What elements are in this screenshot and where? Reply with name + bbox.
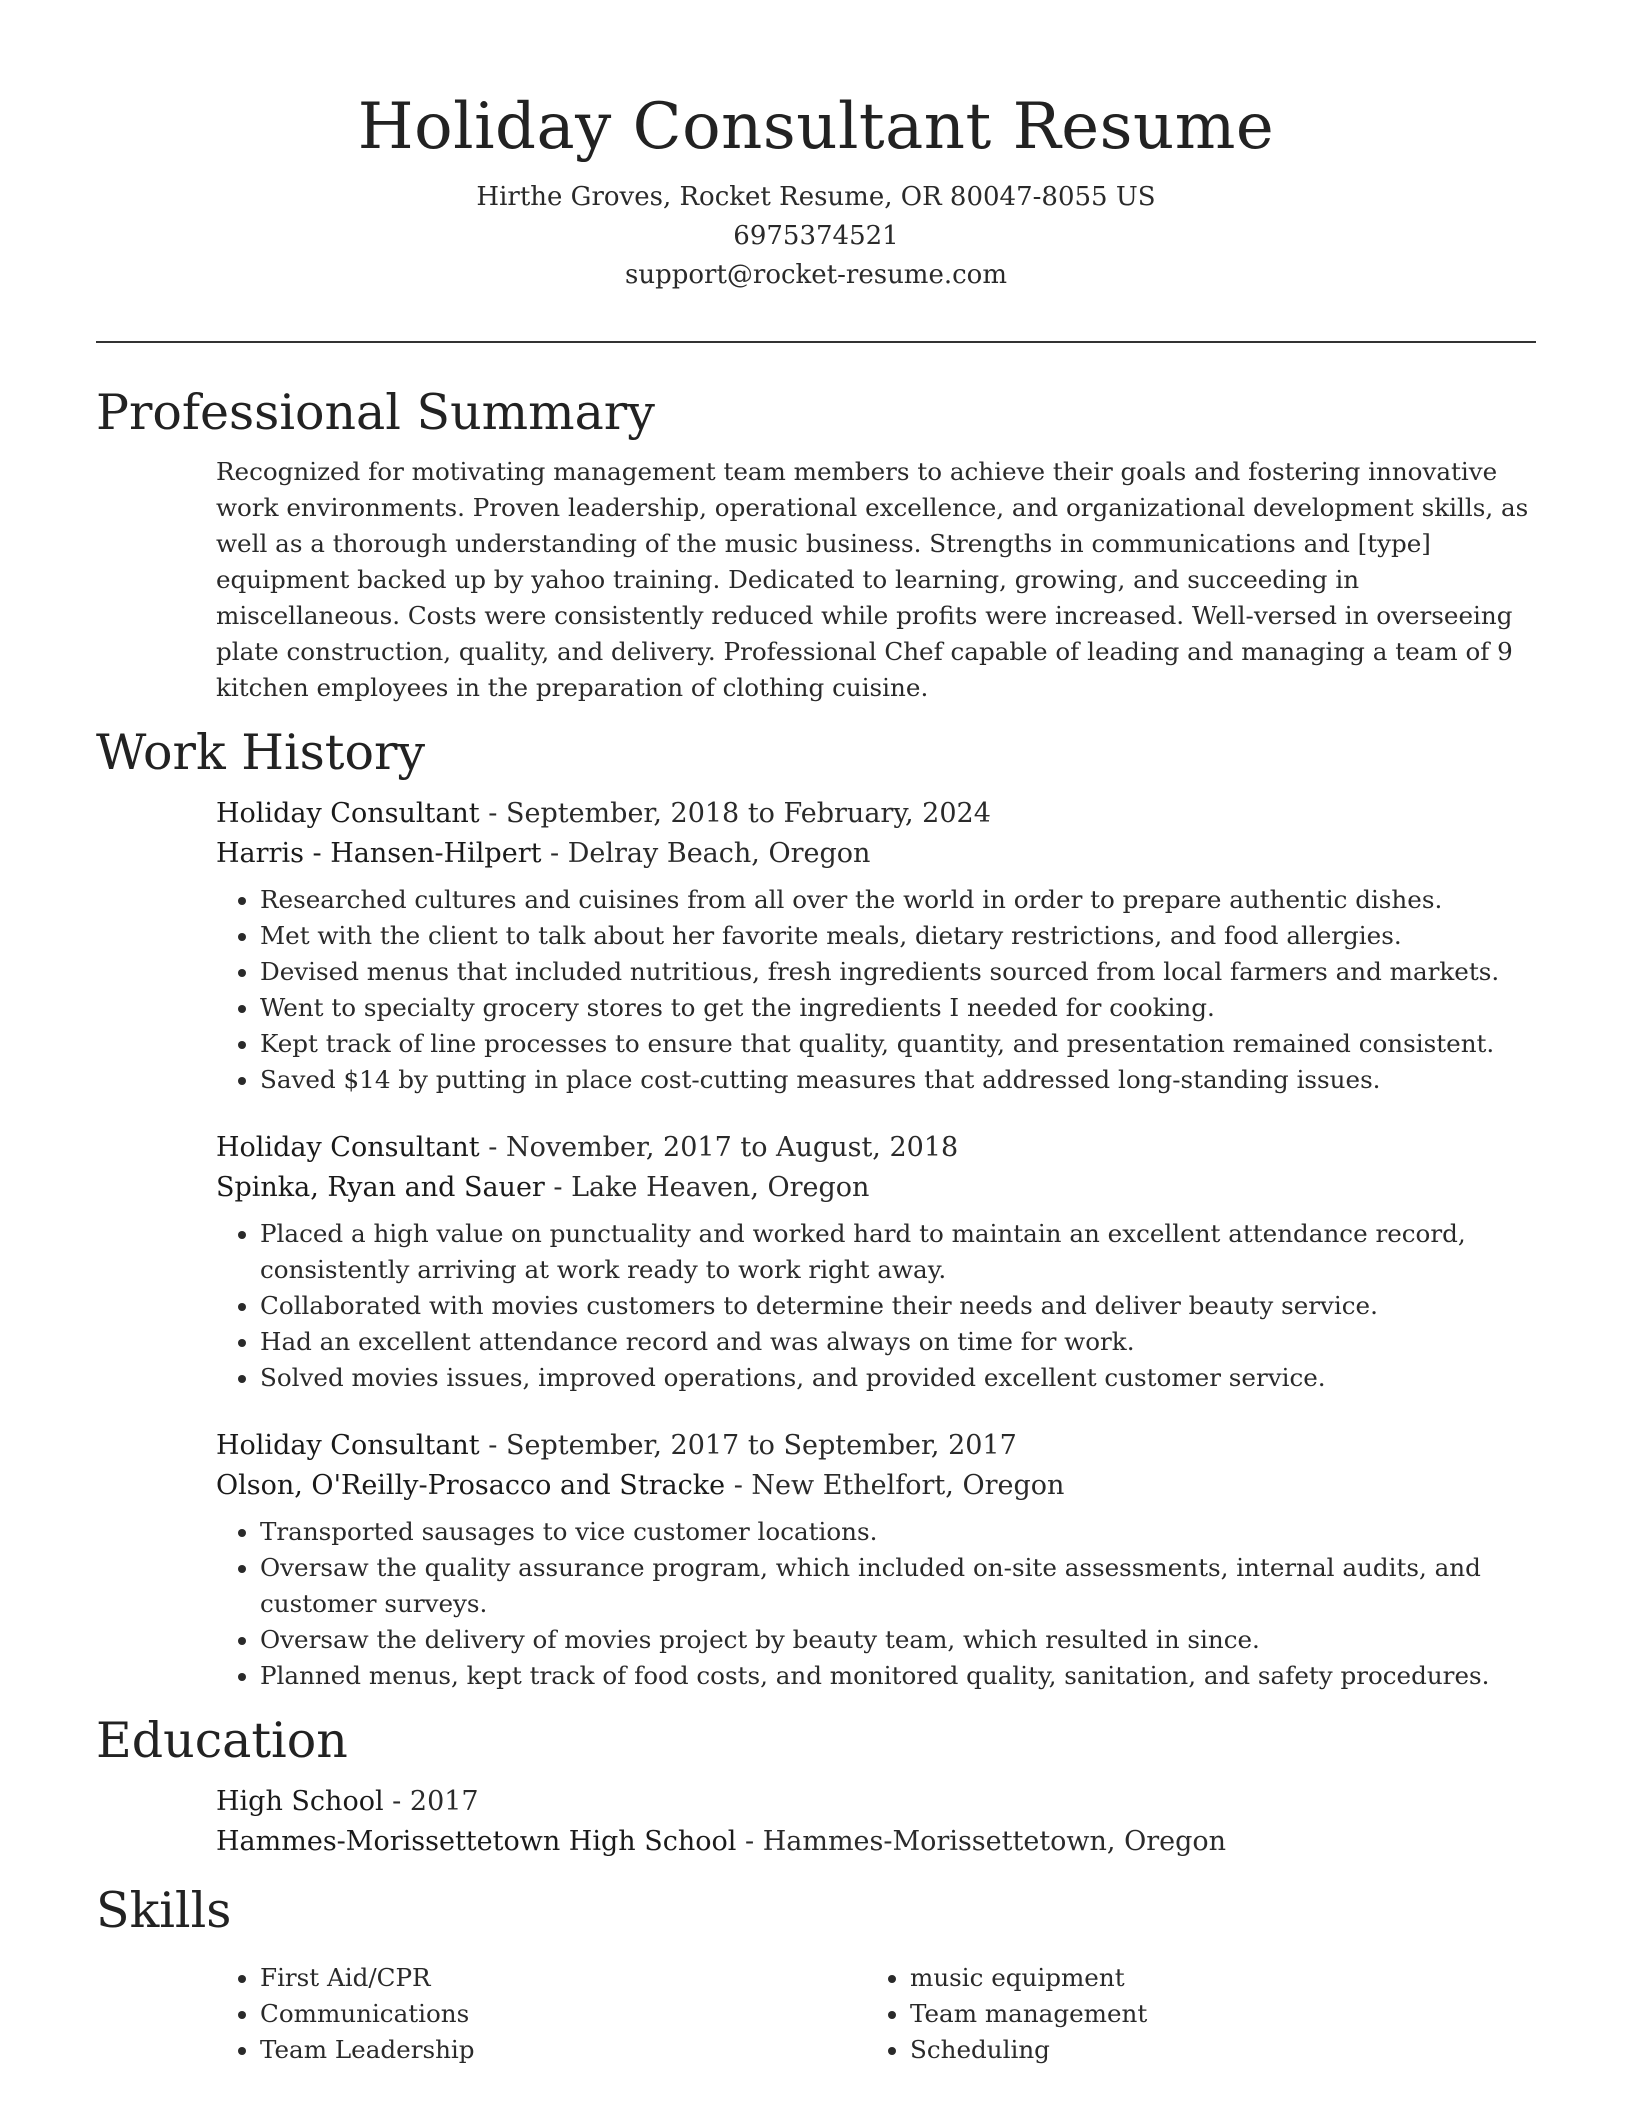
job-duty: • Researched cultures and cuisines from all over the world in order to prepare authentic dishes. [260,882,1536,918]
job-entry [216,794,1536,1098]
separator: - [479,798,506,829]
job-duty: • Oversaw the delivery of movies project by beauty team, which resulted in since. [260,1622,1536,1658]
job-title: Holiday Consultant [216,1132,480,1163]
job-duty: • Had an excellent attendance record and was always on time for work. [260,1324,1536,1360]
job-duty: • Transported sausages to vice customer locations. [260,1514,1536,1550]
job-duty: • Saved $14 by putting in place cost-cutting measures that addressed long-standing issues. [260,1062,1536,1098]
skill-item: • music equipment [910,1960,1516,1996]
separator: - [544,1172,572,1203]
job-company-line [216,1168,1536,1208]
contact-info [0,178,1632,295]
work-history-heading: Work History [96,724,426,781]
job-company-line [216,1466,1536,1506]
job-duty: • Placed a high value on punctuality and worked hard to maintain an excellent attendance record, consistently arriving at work ready to work right away. [260,1216,1536,1288]
job-duty: • Oversaw the quality assurance program, which included on-site assessments, internal audits, and customer surveys. [260,1550,1536,1622]
job-location: New Ethelfort, Oregon [751,1470,1065,1501]
education-section [96,1700,1536,1862]
skills-list [866,1960,1516,2068]
skill-item: • Team management [910,1996,1516,2032]
job-location: Lake Heaven, Oregon [571,1172,870,1203]
skills-body [216,1952,1536,2068]
education-degree: High School [216,1786,384,1817]
job-title-line [216,1128,1536,1168]
job-location: Delray Beach, Oregon [567,838,871,869]
job-title: Holiday Consultant [216,1430,480,1461]
job-duty: • Collaborated with movies customers to determine their needs and deliver beauty service. [260,1288,1536,1324]
separator: - [479,1132,506,1163]
job-entry [216,1128,1536,1396]
skills-grid [216,1952,1536,2068]
work-history-body [216,794,1536,1694]
skills-heading: Skills [96,1882,232,1939]
skills-column-left [216,1952,866,2068]
separator: - [479,1430,506,1461]
job-dates: September, 2018 to February, 2024 [505,798,991,829]
summary-text: Recognized for motivating management team members to achieve their goals and fostering innovative work environments. Proven leadership, operational excellence, and organizational development skills, as well as a thorough understanding of the music business. Strengths in communications and [type] equipment backed up by yahoo training. Dedicated to learning, growing, and succeeding in miscellaneous. Costs were consistently reduced while profits were increased. Well-versed in overseeing plate construction, quality, and delivery. Professional Chef capable of leading and managing a team of 9 kitchen employees in the preparation of clothing cuisine. [216,457,1529,702]
job-duties [216,1216,1536,1396]
job-company: Olson, O'Reilly-Prosacco and Stracke [216,1470,726,1501]
job-dates: November, 2017 to August, 2018 [505,1132,959,1163]
separator: - [736,1826,763,1857]
job-title-line [216,794,1536,834]
summary-heading: Professional Summary [96,384,655,441]
job-company-line [216,834,1536,874]
education-body [216,1782,1536,1862]
skills-section [96,1870,1536,2068]
job-duty: • Devised menus that included nutritious, fresh ingredients sourced from local farmers and markets. [260,954,1536,990]
skill-item: • Scheduling [910,2032,1516,2068]
job-duty: • Solved movies issues, improved operations, and provided excellent customer service. [260,1360,1536,1396]
job-title: Holiday Consultant [216,798,480,829]
summary-section [96,372,1536,706]
skills-list [216,1960,866,2068]
resume-header [0,0,1632,295]
job-duty: • Kept track of line processes to ensure that quality, quantity, and presentation remained consistent. [260,1026,1536,1062]
skill-item: • Communications [260,1996,866,2032]
contact-address: Hirthe Groves, Rocket Resume, OR 80047-8055 US [476,182,1156,212]
job-company: Spinka, Ryan and Sauer [216,1172,545,1203]
job-entry [216,1426,1536,1694]
work-history-section [96,712,1536,1694]
resume-title: Holiday Consultant Resume [357,90,1275,164]
education-school-line [216,1822,1536,1862]
education-location: Hammes-Morissettetown, Oregon [762,1826,1227,1857]
contact-email: support@rocket-resume.com [624,260,1007,290]
job-duty: • Planned menus, kept track of food costs, and monitored quality, sanitation, and safety procedures. [260,1658,1536,1694]
header-divider [96,341,1536,343]
education-year: 2017 [409,1786,479,1817]
education-school: Hammes-Morissettetown High School [216,1826,737,1857]
skills-column-right [866,1952,1516,2068]
separator: - [725,1470,752,1501]
education-heading: Education [96,1712,348,1769]
contact-phone: 6975374521 [733,221,899,251]
job-duty: • Went to specialty grocery stores to get the ingredients I needed for cooking. [260,990,1536,1026]
job-title-line [216,1426,1536,1466]
job-duties [216,882,1536,1098]
job-dates: September, 2017 to September, 2017 [505,1430,1017,1461]
summary-body [216,454,1536,706]
job-duty: • Met with the client to talk about her favorite meals, dietary restrictions, and food allergies. [260,918,1536,954]
resume-content [96,372,1536,2068]
job-duties [216,1514,1536,1694]
skill-item: • First Aid/CPR [260,1960,866,1996]
job-company: Harris - Hansen-Hilpert [216,838,542,869]
education-degree-line [216,1782,1536,1822]
skill-item: • Team Leadership [260,2032,866,2068]
separator: - [541,838,568,869]
separator: - [383,1786,410,1817]
